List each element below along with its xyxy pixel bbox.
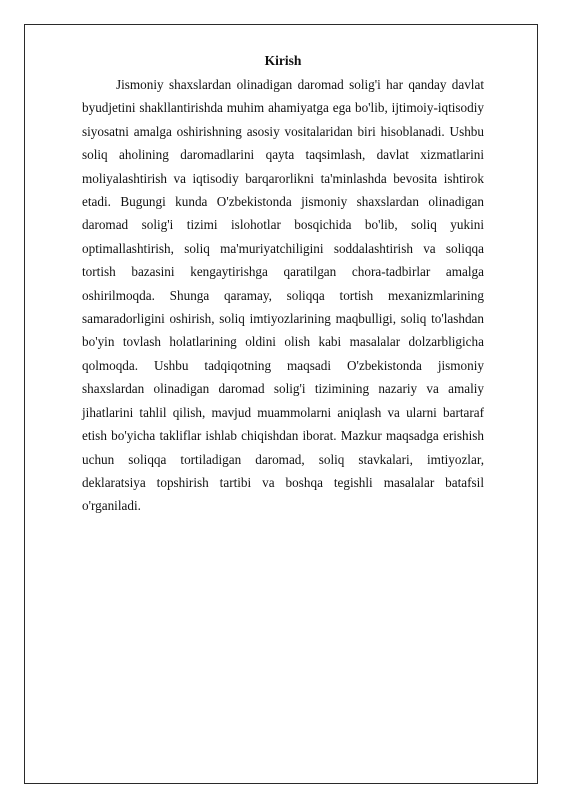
document-content	[82, 51, 484, 518]
document-paragraph: Jismoniy shaxslardan olinadigan daromad solig'i har qanday davlat byudjetini shakllantirishda muhim ahamiyatga ega bo'lib, ijtimoiy-iqtisodiy siyosatni amalga oshirishning asosiy vositalaridan biri hisoblanadi. Ushbu soliq aholining daromadlarini qayta taqsimlash, davlat xizmatlarini moliyalashtirish va iqtisodiy barqarorlikni ta'minlashda bevosita ishtirok etadi. Bugungi kunda O'zbekistonda jismoniy shaxslardan olinadigan daromad solig'i tizimi islohotlar bosqichida bo'lib, soliq yukini optimallashtirish, soliq ma'muriyatchiligini soddalashtirish va soliqqa tortish bazasini kengaytirishga qaratilgan chora-tadbirlar amalga oshirilmoqda. Shunga qaramay, soliqqa tortish mexanizmlarining samaradorligini oshirish, soliq imtiyozlarining maqbulligi, soliq to'lashdan bo'yin tovlash holatlarining oldini olish kabi masalalar dolzarbligicha qolmoqda. Ushbu tadqiqotning maqsadi O'zbekistonda jismoniy shaxslardan olinadigan daromad solig'i tizimining nazariy va amaliy jihatlarini tahlil qilish, mavjud muammolarni aniqlash va ularni bartaraf etish bo'yicha takliflar ishlab chiqishdan iborat. Mazkur maqsadga erishish uchun soliqqa tortiladigan daromad, soliq stavkalari, imtiyozlar, deklaratsiya topshirish tartibi va boshqa tegishli masalalar batafsil o'rganiladi.	[82, 77, 484, 514]
document-title: Kirish	[264, 53, 302, 68]
